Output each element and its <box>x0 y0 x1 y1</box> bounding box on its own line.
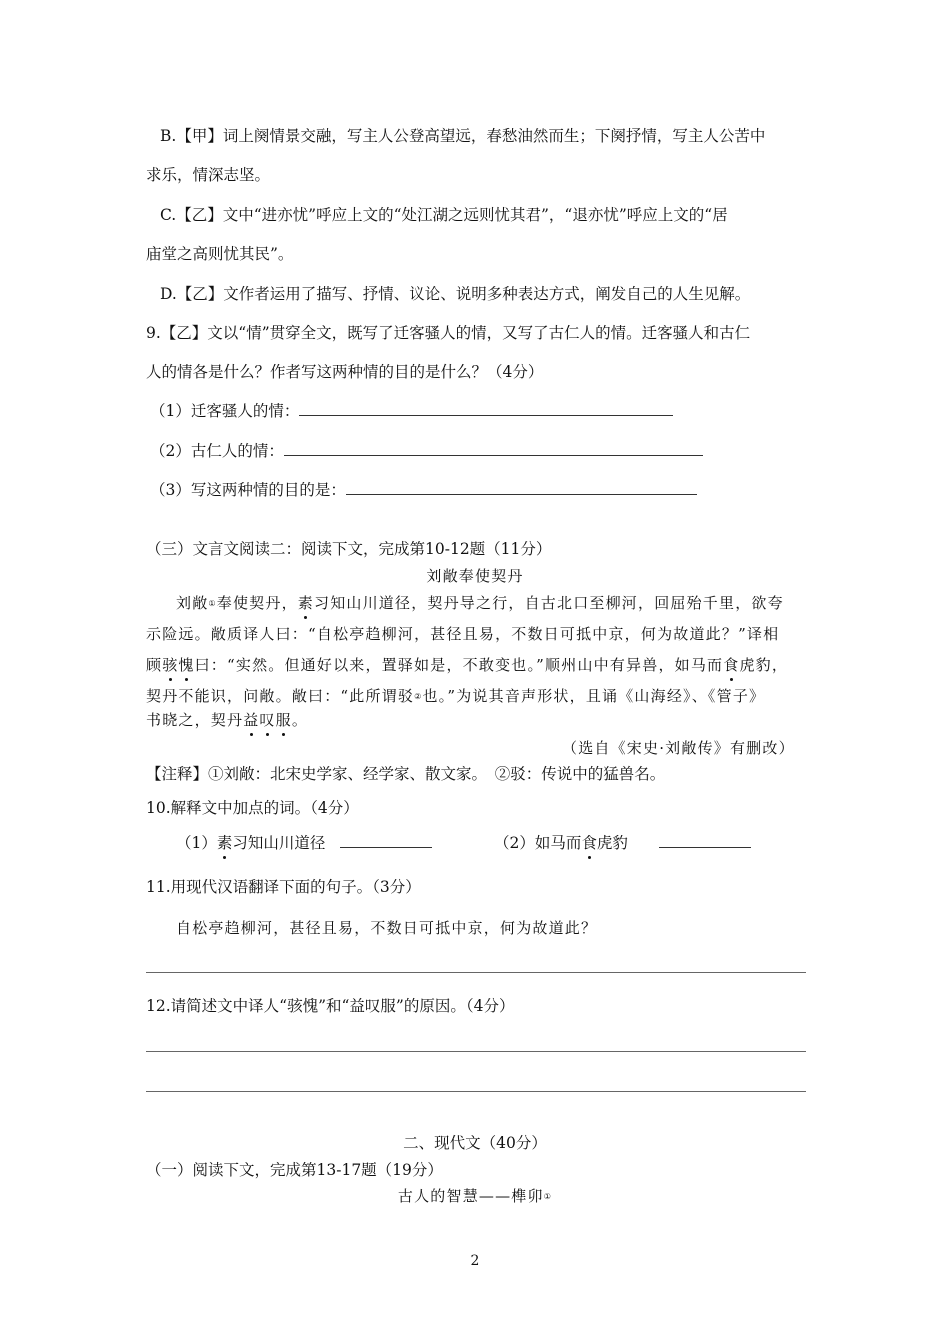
passage-line1 <box>176 593 784 614</box>
q12-answer-line-1[interactable] <box>146 1051 806 1052</box>
q10-item2-text: 虎豹 <box>596 834 628 852</box>
q10-title: 10.解释文中加点的词。（4分） <box>146 799 359 817</box>
passage-text: 虎豹， <box>739 656 789 674</box>
passage-text: 顾 <box>146 656 163 674</box>
q9-sub1 <box>150 401 673 421</box>
q10-item2-text: （2）如马而 <box>494 834 582 852</box>
dotted-word-yi: 益 <box>243 711 260 729</box>
q10-dotted-su: 素 <box>216 834 233 852</box>
q11-answer-line[interactable] <box>146 972 806 973</box>
option-b-line1: B.【甲】词上阕情景交融，写主人公登高望远，春愁油然而生；下阕抒情，写主人公苦中 <box>160 127 766 145</box>
q9-line1: 9.【乙】文以“情”贯穿全文，既写了迁客骚人的情，又写了古仁人的情。迁客骚人和古仁 <box>146 324 751 342</box>
part2-heading: 二、现代文（40分） <box>403 1134 547 1152</box>
passage-source: （选自《宋史·刘敞传》有删改） <box>562 739 795 757</box>
note-marker-1: ① <box>208 599 217 608</box>
passage-title: 刘敞奉使契丹 <box>426 567 524 585</box>
q9-sub1-label: （1）迁客骚人的情： <box>150 402 300 420</box>
passage-line3 <box>146 655 788 675</box>
page-number: 2 <box>470 1253 480 1269</box>
passage-text: 也。”为说其音声形状，且诵《山海经》、《管子》 <box>422 687 766 705</box>
article-title-text: 古人的智慧——榫卯 <box>397 1187 544 1205</box>
article-title <box>0 1186 950 1207</box>
q9-sub3-label: （3）写这两种情的目的是： <box>150 481 346 499</box>
passage-line5 <box>146 710 308 730</box>
q11-title: 11.用现代汉语翻译下面的句子。（3分） <box>146 878 421 896</box>
q10-item2 <box>494 833 751 853</box>
dotted-word-su: 素 <box>297 594 314 612</box>
passage-text: 奉使契丹， <box>216 594 298 612</box>
passage-text: 书晓之，契丹 <box>146 711 244 729</box>
q9-sub2-label: （2）古仁人的情： <box>150 442 284 460</box>
q12-answer-line-2[interactable] <box>146 1091 806 1092</box>
passage-line4 <box>146 686 765 707</box>
q9-sub2-answer-blank[interactable] <box>284 441 703 456</box>
q9-line2: 人的情各是什么？作者写这两种情的目的是什么？（4分） <box>146 363 544 381</box>
option-d-line1: D.【乙】文作者运用了描写、抒情、议论、说明多种表达方式，阐发自己的人生见解。 <box>160 285 751 303</box>
passage-line2: 示险远。敞质译人曰：“自松亭趋柳河，甚径且易，不数日可抵中京，何为故道此？”译相 <box>146 625 780 643</box>
q9-sub2 <box>150 441 703 461</box>
option-c-line1: C.【乙】文中“进亦忧”呼应上文的“处江湖之远则忧其君”，“退亦忧”呼应上文的“居 <box>160 206 728 224</box>
passage-text: 契丹不能识，问敞。敞曰：“此所谓驳 <box>146 687 415 705</box>
passage-text: 习知山川道径，契丹导之行，自古北口至柳河，回屈殆千里，欲夸 <box>314 594 784 612</box>
q10-item1-text: （1） <box>176 834 217 852</box>
passage-text: 。 <box>291 711 309 729</box>
q10-item2-answer-blank[interactable] <box>659 833 751 848</box>
option-b-line2: 求乐，情深志坚。 <box>146 166 271 184</box>
q11-sentence: 自松亭趋柳河，甚径且易，不数日可抵中京，何为故道此？ <box>176 919 598 937</box>
q9-sub3 <box>150 480 697 500</box>
q10-item1-answer-blank[interactable] <box>340 833 432 848</box>
dotted-word-tan: 叹 <box>259 711 276 729</box>
dotted-word-kui: 愧 <box>178 656 195 674</box>
q9-sub3-answer-blank[interactable] <box>346 480 697 495</box>
dotted-word-shi: 食 <box>723 656 740 674</box>
q12-title: 12.请简述文中译人“骇愧”和“益叹服”的原因。（4分） <box>146 997 515 1015</box>
part2-sub-heading: （一）阅读下文，完成第13-17题（19分） <box>146 1161 443 1179</box>
section3-heading: （三）文言文阅读二：阅读下文，完成第10-12题（11分） <box>146 540 552 558</box>
q10-dotted-shi: 食 <box>581 834 597 852</box>
q9-sub1-answer-blank[interactable] <box>299 401 673 416</box>
annotation: 【注释】①刘敞：北宋史学家、经学家、散文家。 ②驳：传说中的猛兽名。 <box>146 765 666 783</box>
option-c-line2: 庙堂之高则忧其民”。 <box>146 245 294 263</box>
q10-item1 <box>176 833 432 853</box>
passage-text: 刘敞 <box>176 594 209 612</box>
note-marker-2: ② <box>414 692 423 701</box>
dotted-word-fu: 服 <box>275 711 292 729</box>
passage-text: 曰：“实然。但通好以来，置驿如是，不敢变也。”顺州山中有异兽，如马而 <box>194 656 724 674</box>
q10-item1-text: 习知山川道径 <box>232 834 326 852</box>
article-note-marker: ① <box>543 1192 553 1201</box>
dotted-word-hai: 骇 <box>162 656 179 674</box>
